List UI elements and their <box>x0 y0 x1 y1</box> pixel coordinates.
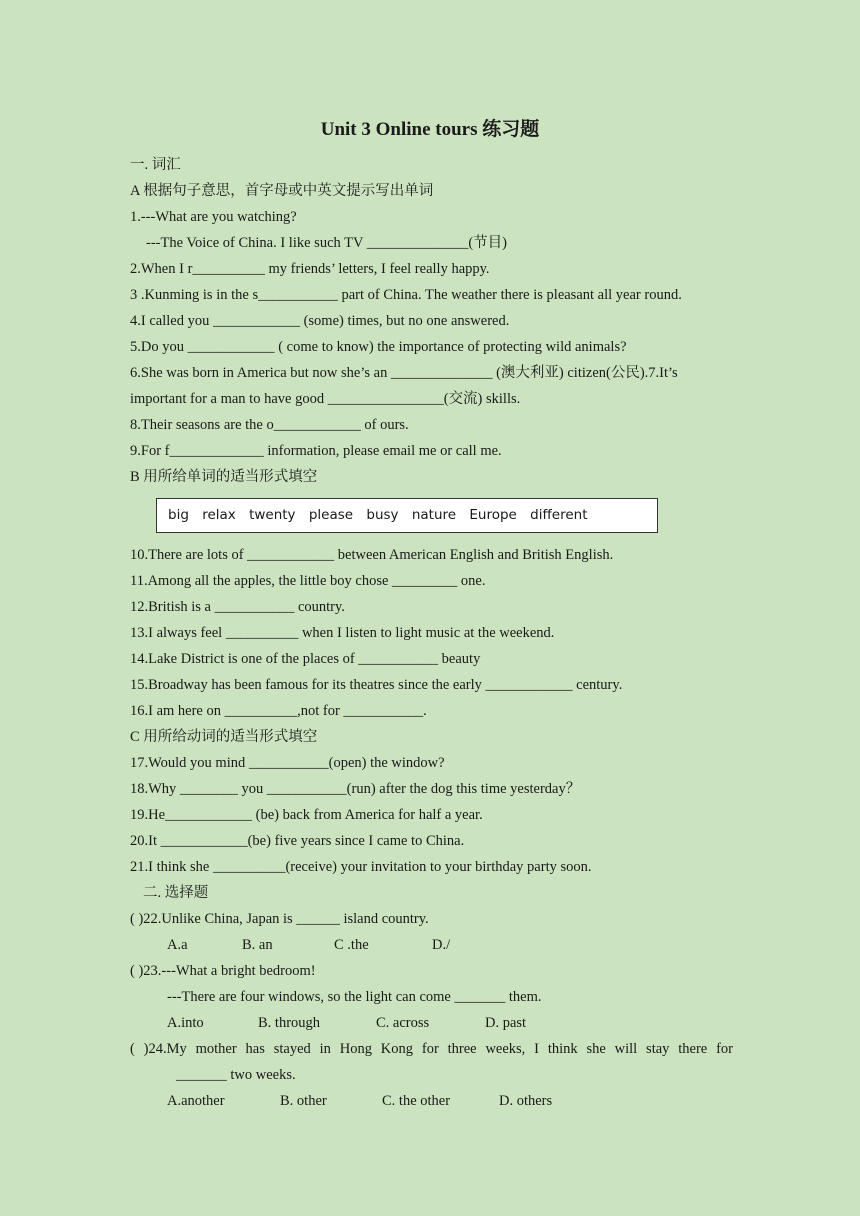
option-b: B. other <box>280 1093 327 1109</box>
question-1-line-1: 1.---What are you watching? <box>130 209 297 225</box>
question-5: 5.Do you ____________ ( come to know) the importance of protecting wild animals? <box>130 339 627 355</box>
question-23-line-1: ( )23.---What a bright bedroom! <box>130 963 316 979</box>
word-bank-item: busy <box>366 507 399 523</box>
page-title: Unit 3 Online tours 练习题 <box>320 119 540 140</box>
option-a: A.a <box>167 937 188 953</box>
word-bank-item: relax <box>202 507 236 523</box>
question-23-options <box>167 1014 526 1032</box>
option-c: C. across <box>376 1015 430 1031</box>
question-6-line-1: 6.She was born in America but now she’s an ______________ (澳大利亚) citizen(公民).7.It’s <box>130 365 678 381</box>
question-9: 9.For f_____________ information, please email me or call me. <box>130 443 502 459</box>
part-b-instruction: B 用所给单词的适当形式填空 <box>130 469 318 485</box>
question-24-line-1: ( )24.My mother has stayed in Hong Kong for three weeks, I think she will stay there for <box>130 1041 733 1057</box>
part-c-instruction: C 用所给动词的适当形式填空 <box>130 729 318 745</box>
section-vocabulary-heading: 一. 词汇 <box>130 157 181 173</box>
option-a: A.into <box>167 1015 204 1031</box>
question-22-options <box>167 936 450 954</box>
option-b: B. through <box>258 1015 321 1031</box>
question-15: 15.Broadway has been famous for its theatres since the early ____________ century. <box>130 677 623 693</box>
word-bank-item: nature <box>411 507 457 523</box>
question-11: 11.Among all the apples, the little boy chose _________ one. <box>130 573 486 589</box>
option-c: C. the other <box>382 1093 451 1109</box>
question-17: 17.Would you mind ___________(open) the window? <box>130 755 445 771</box>
question-24-line-2: _______ two weeks. <box>176 1067 296 1083</box>
question-18: 18.Why ________ you ___________(run) after the dog this time yesterday？ <box>130 781 581 797</box>
question-16: 16.I am here on __________,not for ___________. <box>130 703 427 719</box>
word-bank-item: Europe <box>469 507 517 523</box>
option-b: B. an <box>242 937 273 953</box>
question-13: 13.I always feel __________ when I listen to light music at the weekend. <box>130 625 555 641</box>
question-24-options <box>167 1092 552 1110</box>
question-22: ( )22.Unlike China, Japan is ______ island country. <box>130 911 429 927</box>
question-19: 19.He____________ (be) back from America for half a year. <box>130 807 483 823</box>
word-bank-item: twenty <box>249 507 296 523</box>
question-20: 20.It ____________(be) five years since I came to China. <box>130 833 465 849</box>
question-1-line-2: ---The Voice of China. I like such TV ______________(节目) <box>146 235 507 251</box>
part-a-instruction: A 根据句子意思，首字母或中英文提示写出单词 <box>130 183 434 199</box>
question-8: 8.Their seasons are the o____________ of ours. <box>130 417 409 433</box>
option-a: A.another <box>167 1093 225 1109</box>
word-bank-item: big <box>168 507 189 523</box>
question-14: 14.Lake District is one of the places of ___________ beauty <box>130 651 481 667</box>
question-4: 4.I called you ____________ (some) times, but no one answered. <box>130 313 510 329</box>
option-d: D./ <box>432 937 451 953</box>
section-multiple-choice-heading: 二. 选择题 <box>143 885 209 901</box>
word-bank-item: different <box>530 507 588 523</box>
question-3: 3 .Kunming is in the s___________ part of China. The weather there is pleasant all year round. <box>130 287 682 303</box>
question-23-line-2: ---There are four windows, so the light can come _______ them. <box>167 989 542 1005</box>
option-d: D. past <box>485 1015 527 1031</box>
question-6-line-2: important for a man to have good ________________(交流) skills. <box>130 391 521 407</box>
word-bank-item: please <box>308 507 354 523</box>
option-c: C .the <box>334 937 369 953</box>
question-2: 2.When I r__________ my friends’ letters, I feel really happy. <box>130 261 490 277</box>
option-d: D. others <box>499 1093 553 1109</box>
question-12: 12.British is a ___________ country. <box>130 599 345 615</box>
question-10: 10.There are lots of ____________ between American English and British English. <box>130 547 614 563</box>
question-21: 21.I think she __________(receive) your invitation to your birthday party soon. <box>130 859 592 875</box>
word-bank-box <box>156 498 658 533</box>
